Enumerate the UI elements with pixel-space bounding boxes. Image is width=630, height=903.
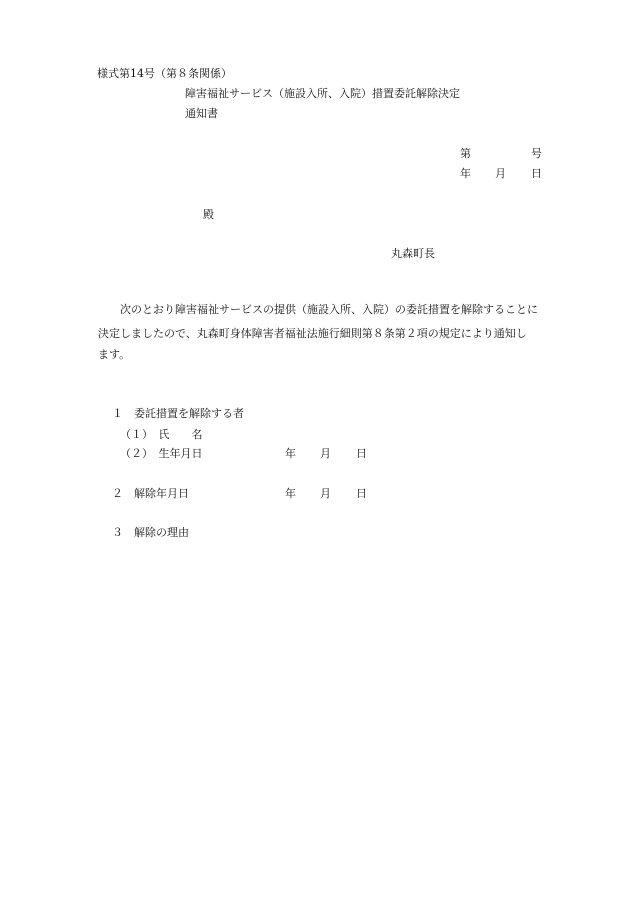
section2-year: 年 — [285, 487, 296, 500]
section2-heading: ２ 解除年月日 — [112, 487, 189, 500]
section1-item2-day: 日 — [356, 447, 367, 460]
form-label: 様式第14号（第８条関係） — [97, 67, 232, 80]
doc-number-suffix: 号 — [531, 147, 542, 160]
doc-number-prefix: 第 — [460, 147, 471, 160]
date-year: 年 — [460, 167, 471, 180]
document-title-line2: 通知書 — [185, 107, 218, 120]
section1-item1-label: （１） 氏 名 — [120, 428, 203, 441]
section1-item2-label: （２） 生年月日 — [120, 447, 203, 460]
section1-heading: １ 委託措置を解除する者 — [112, 407, 244, 420]
body-line: 決定しましたので、丸森町身体障害者福祉法施行細則第８条第２項の規定により通知し — [98, 327, 527, 340]
addressee-suffix: 殿 — [203, 208, 214, 221]
issuer: 丸森町長 — [391, 247, 435, 260]
section1-item2-month: 月 — [320, 447, 331, 460]
body-line: ます。 — [98, 348, 131, 361]
body-line: 次のとおり障害福祉サービスの提供（施設入所、入院）の委託措置を解除することに — [120, 303, 538, 316]
section1-item2-year: 年 — [285, 447, 296, 460]
section2-month: 月 — [320, 487, 331, 500]
date-month: 月 — [495, 167, 506, 180]
date-day: 日 — [531, 167, 542, 180]
section2-day: 日 — [356, 487, 367, 500]
document-title: 障害福祉サービス（施設入所、入院）措置委託解除決定 — [185, 87, 460, 100]
section3-heading: ３ 解除の理由 — [112, 526, 189, 539]
